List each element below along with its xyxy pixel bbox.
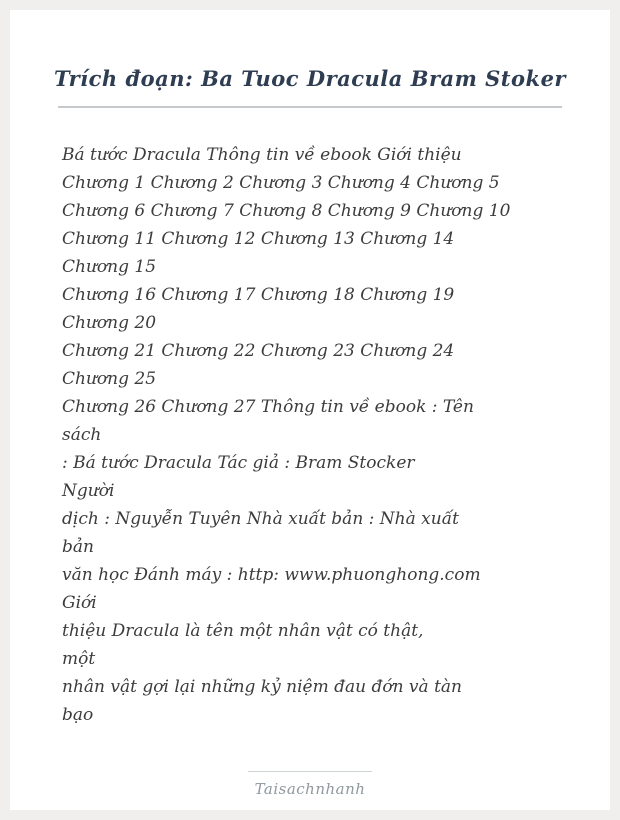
text-line: Chương 26 Chương 27 Thông tin về ebook : Tên	[62, 397, 474, 417]
text-line: Chương 21 Chương 22 Chương 23 Chương 24	[62, 341, 455, 361]
text-line: văn học Đánh máy : http: www.phuonghong.com	[62, 565, 481, 585]
footer-divider	[248, 771, 372, 772]
text-line: : Bá tước Dracula Tác giả : Bram Stocker	[62, 453, 415, 473]
document-body	[10, 108, 610, 729]
text-line: Bá tước Dracula Thông tin về ebook Giới thiệu	[62, 145, 462, 165]
text-line: Chương 20	[62, 313, 157, 333]
text-line: Giới	[62, 593, 97, 613]
text-line: bạo	[62, 705, 94, 725]
text-line: sách	[62, 425, 102, 445]
text-line: Chương 25	[62, 369, 157, 389]
text-line: một	[62, 649, 96, 669]
text-line: bản	[62, 537, 94, 557]
text-line: thiệu Dracula là tên một nhân vật có thật,	[62, 621, 424, 641]
text-line: Chương 1 Chương 2 Chương 3 Chương 4 Chương 5	[62, 173, 500, 193]
document-page	[10, 10, 610, 810]
page-title: Trích đoạn: Ba Tuoc Dracula Bram Stoker	[53, 66, 566, 91]
text-line: Người	[62, 481, 115, 501]
page-footer	[10, 771, 610, 798]
text-line: Chương 16 Chương 17 Chương 18 Chương 19	[62, 285, 455, 305]
text-line: dịch : Nguyễn Tuyên Nhà xuất bản : Nhà xuất	[62, 509, 459, 529]
footer-brand: Taisachnhanh	[254, 780, 366, 798]
text-line: Chương 6 Chương 7 Chương 8 Chương 9 Chương 10	[62, 201, 511, 221]
text-line: Chương 15	[62, 257, 157, 277]
text-line: Chương 11 Chương 12 Chương 13 Chương 14	[62, 229, 455, 249]
text-line: nhân vật gợi lại những kỷ niệm đau đớn và tàn	[62, 677, 462, 697]
page-header	[10, 10, 610, 91]
